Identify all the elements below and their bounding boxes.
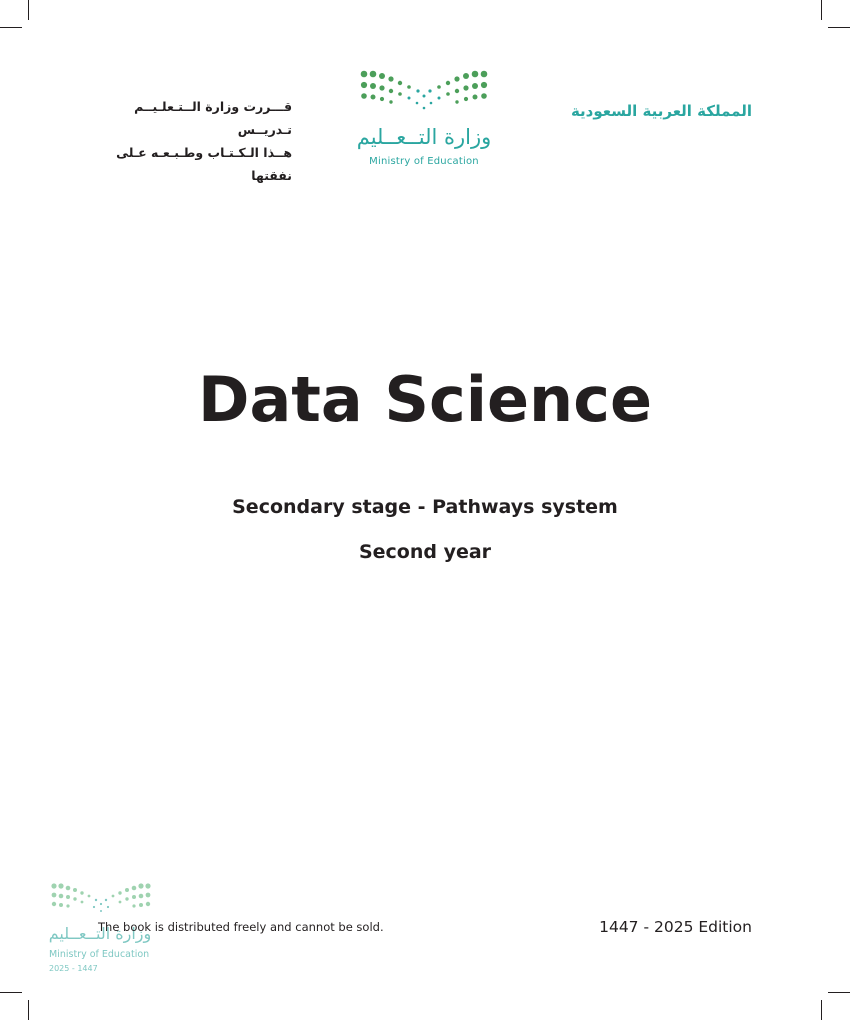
year-subtitle: Second year [358, 541, 492, 563]
edition-label: 1447 - 2025 Edition [599, 918, 752, 936]
crop-mark-top-left-v [28, 0, 29, 20]
footer-years: 2025 - 1447 [49, 964, 98, 973]
stage-subtitle: Secondary stage - Pathways system [232, 496, 618, 518]
ministry-name-english: Ministry of Education [369, 156, 479, 167]
ministry-dots-icon [355, 65, 495, 115]
ministry-logo [355, 65, 495, 173]
crop-mark-bottom-right-v [821, 1000, 822, 1020]
ministry-name-arabic: وزارة التــعــليم [356, 125, 492, 149]
approval-statement [96, 95, 292, 187]
kingdom-name: المملكة العربية السعودية [570, 102, 752, 120]
crop-mark-bottom-left-h [0, 992, 22, 993]
footer-ministry-name-arabic: وزارة التــعــليم [48, 924, 152, 943]
crop-mark-top-right-h [828, 27, 850, 28]
crop-mark-bottom-right-h [828, 992, 850, 993]
distribution-note: The book is distributed freely and cannot be sold. [98, 920, 384, 934]
crop-mark-bottom-left-v [28, 1000, 29, 1020]
crop-mark-top-right-v [821, 0, 822, 20]
footer-ministry-dots-icon [48, 880, 156, 920]
book-title: Data Science [197, 363, 652, 436]
approval-line-1: قـــررت وزارة الــتـعلـيــم تـدريــس [134, 99, 292, 137]
footer-ministry-name-english: Ministry of Education [49, 949, 150, 960]
approval-line-2: هــذا الـكـتـاب وطـبـعـه عـلى نفقتها [116, 145, 292, 183]
crop-mark-top-left-h [0, 27, 22, 28]
